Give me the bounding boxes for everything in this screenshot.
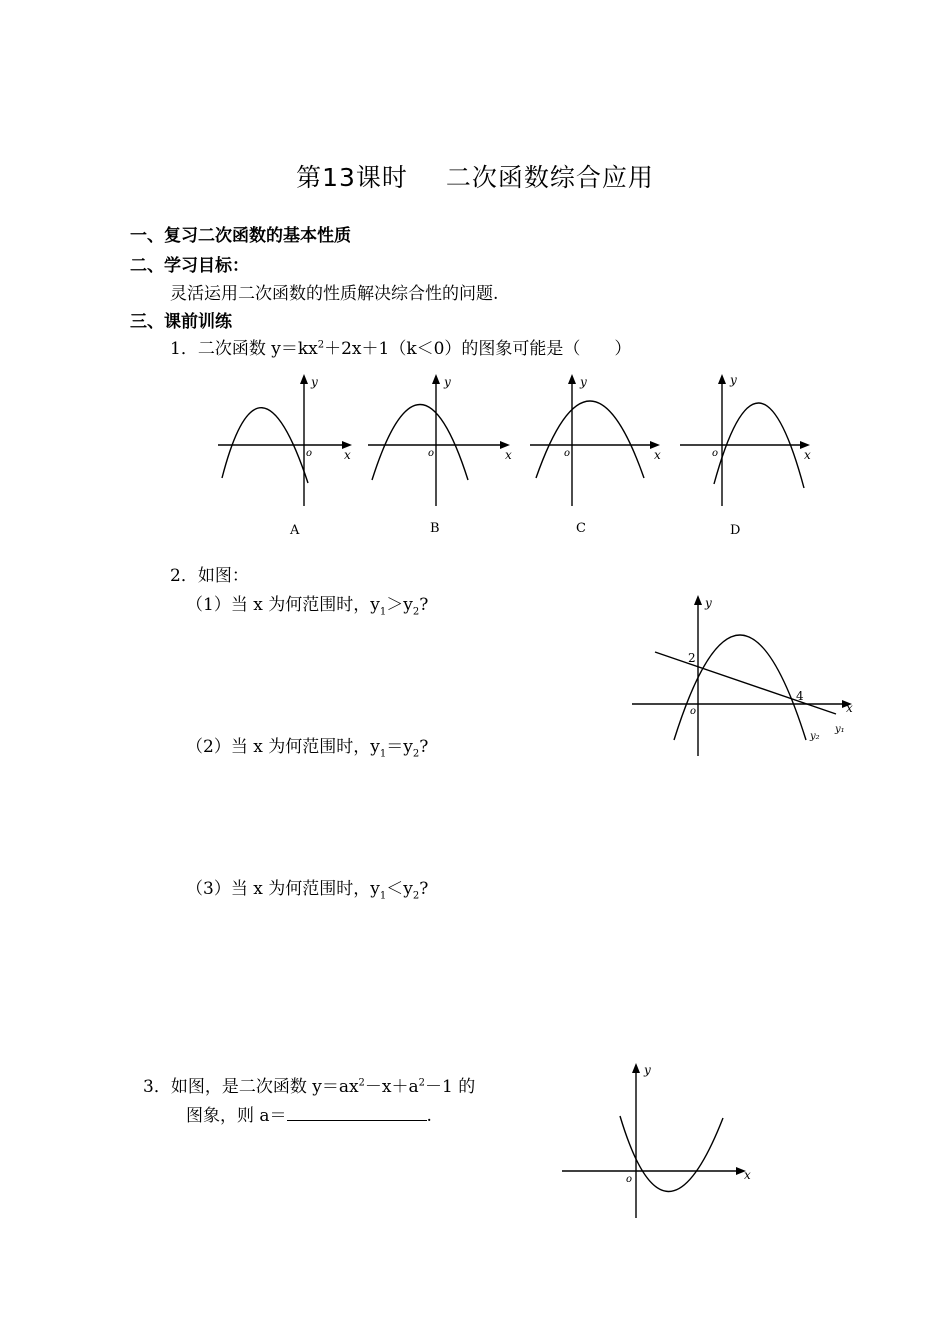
- q3-text-post: －1 的: [425, 1077, 476, 1097]
- section-2-heading: 二、学习目标：: [130, 256, 249, 276]
- question-2-part-2: [186, 732, 428, 759]
- option-d-origin: o: [712, 448, 719, 459]
- option-c-origin: o: [564, 448, 571, 459]
- page-title: [0, 158, 950, 194]
- option-b-y-label: y: [444, 375, 451, 389]
- option-b-origin: o: [428, 448, 435, 459]
- option-d-y-label: y: [730, 373, 737, 387]
- question-3-line-1: [143, 1072, 475, 1097]
- q3-exponent-1: 2: [358, 1077, 365, 1089]
- q2-line-label: y₁: [835, 724, 845, 735]
- q2-p2-sub1: 1: [379, 748, 387, 760]
- title-lesson: 第13课时: [296, 163, 408, 192]
- q2-p3-sub1: 1: [379, 890, 387, 902]
- q2-p3-sub2: 2: [412, 890, 420, 902]
- answer-blank[interactable]: [287, 1106, 427, 1121]
- option-b-x-label: x: [505, 448, 512, 462]
- option-c-y-label: y: [580, 375, 587, 389]
- q2-p1-pre: （1）当 x 为何范围时，y: [186, 595, 380, 615]
- q1-text-pre: 1．二次函数 y＝kx: [170, 339, 318, 359]
- option-b-label: B: [430, 521, 440, 536]
- q2-p3-pre: （3）当 x 为何范围时，y: [186, 879, 380, 899]
- option-c-graph: [530, 368, 670, 538]
- q2-intercept-2: 2: [688, 651, 696, 665]
- question-2-part-1: [186, 590, 428, 617]
- q2-p1-sub2: 2: [412, 606, 420, 618]
- q3-text-pre: 3．如图，是二次函数 y＝ax: [143, 1077, 359, 1097]
- option-a-x-label: x: [344, 448, 351, 462]
- q2-intercept-4: 4: [796, 689, 804, 703]
- learning-goal-text: 灵活运用二次函数的性质解决综合性的问题.: [170, 284, 499, 304]
- q2-p1-mid: ＞y: [386, 595, 413, 615]
- question-3-line-2: [186, 1101, 432, 1126]
- q2-p2-mid: ＝y: [386, 737, 413, 757]
- q2-p3-mid: ＜y: [386, 879, 413, 899]
- q2-y-label: y: [705, 596, 712, 610]
- option-c-label: C: [576, 521, 586, 536]
- q2-p2-sub2: 2: [412, 748, 420, 760]
- q3-answer-prefix: 图象，则 a＝: [186, 1106, 287, 1126]
- q3-x-label: x: [744, 1168, 751, 1182]
- option-a-y-label: y: [311, 375, 318, 389]
- q3-text-mid: －x＋a: [364, 1077, 419, 1097]
- q2-curve-label: y₂: [810, 731, 820, 742]
- q3-exponent-2: 2: [418, 1077, 426, 1089]
- q2-origin: o: [690, 706, 697, 717]
- section-3-heading: 三、课前训练: [130, 312, 232, 332]
- q2-p3-end: ?: [419, 879, 429, 899]
- option-a-graph: [218, 368, 358, 538]
- question-1-text: [170, 334, 631, 359]
- q2-p1-end: ?: [419, 595, 429, 615]
- q2-p2-end: ?: [419, 737, 429, 757]
- q2-x-label: x: [846, 701, 853, 715]
- option-d-x-label: x: [804, 448, 811, 462]
- title-topic: 二次函数综合应用: [445, 163, 654, 192]
- option-a-label: A: [290, 523, 300, 538]
- option-a-origin: o: [306, 448, 313, 459]
- question-2-part-3: [186, 874, 428, 901]
- option-d-graph: [680, 368, 820, 538]
- q3-y-label: y: [644, 1063, 651, 1077]
- q1-exponent: 2: [317, 339, 325, 351]
- q2-p1-sub1: 1: [379, 606, 387, 618]
- q3-period: .: [426, 1106, 432, 1126]
- question-2-intro: 2．如图：: [170, 566, 249, 586]
- q1-text-post: ＋2x＋1（k＜0）的图象可能是（ ）: [324, 339, 632, 359]
- question-2-graph: [630, 590, 860, 760]
- q3-origin: o: [626, 1174, 633, 1185]
- option-c-x-label: x: [654, 448, 661, 462]
- option-d-label: D: [730, 523, 741, 538]
- option-b-graph: [368, 368, 518, 538]
- q2-p2-pre: （2）当 x 为何范围时，y: [186, 737, 380, 757]
- question-3-graph: [560, 1058, 760, 1223]
- section-1-heading: 一、复习二次函数的基本性质: [130, 226, 351, 246]
